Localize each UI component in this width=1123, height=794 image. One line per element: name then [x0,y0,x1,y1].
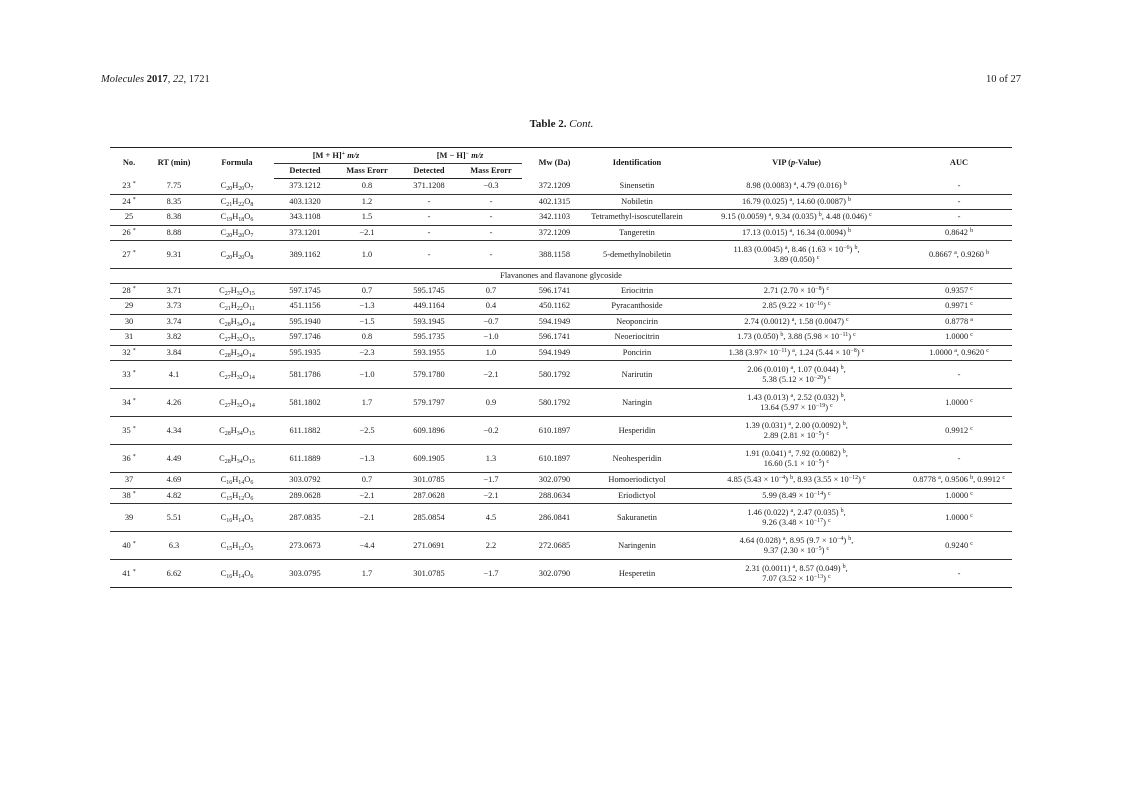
cell-neg-mass-error: - [460,225,522,241]
cell-mw: 580.1792 [522,361,587,389]
cell-rt: 3.71 [148,283,200,299]
cell-identification: Homoeriodictyol [587,473,687,489]
cell-pos-detected: 343.1108 [274,210,336,226]
cell-mw: 372.1209 [522,179,587,195]
cell-pos-mass-error: 1.5 [336,210,398,226]
cell-formula: $C_{20}H_{20}O_7$ [200,179,274,195]
table-row [110,389,1012,417]
cell-vip: 1.38 $(3.97\times 10^{-11})$ $^a$, 1.24 $(5.44 \times 10^{-8})$ $^c$ [687,345,906,361]
cell-mw: 272.0685 [522,532,587,560]
table-label: Table 2. [529,118,567,130]
cell-no: 24 * [110,194,148,210]
cell-neg-mass-error: 0.9 [460,389,522,417]
cell-auc: 0.9912 $^c$ [906,417,1012,445]
cell-neg-mass-error: 0.7 [460,283,522,299]
cell-rt: 5.51 [148,504,200,532]
cell-auc: 1.0000 $^c$ [906,488,1012,504]
col-mw: Mw (Da) [522,148,587,179]
journal-volume: 22 [173,74,184,85]
table-row [110,345,1012,361]
cell-rt: 3.82 [148,330,200,346]
cell-no: 37 [110,473,148,489]
cell-pos-detected: 273.0673 [274,532,336,560]
cell-rt: 4.34 [148,417,200,445]
cell-neg-detected: - [398,241,460,269]
table-row [110,445,1012,473]
cell-vip: 4.85 $(5.43 \times 10^{-4})$ $^b$, 8.93 $(3.55 \times 10^{-12})$ $^c$ [687,473,906,489]
cell-formula: $C_{28}H_{34}O_{15}$ [200,445,274,473]
cell-neg-detected: 449.1164 [398,299,460,315]
cell-no: 23 * [110,179,148,195]
cell-rt: 6.3 [148,532,200,560]
cell-identification: Narirutin [587,361,687,389]
cell-rt: 4.1 [148,361,200,389]
cell-pos-detected: 389.1162 [274,241,336,269]
cell-neg-detected: 371.1208 [398,179,460,195]
cell-formula: $C_{19}H_{18}O_6$ [200,210,274,226]
cell-mw: 450.1162 [522,299,587,315]
cell-pos-detected: 595.1940 [274,314,336,330]
cell-neg-detected: 579.1797 [398,389,460,417]
cell-pos-detected: 581.1802 [274,389,336,417]
group-row [110,269,1012,284]
cell-rt: 4.69 [148,473,200,489]
cell-identification: Naringenin [587,532,687,560]
cell-auc: 1.0000 $^c$ [906,504,1012,532]
cell-neg-mass-error: −0.7 [460,314,522,330]
cell-formula: $C_{15}H_{12}O_5$ [200,532,274,560]
cell-formula: $C_{28}H_{34}O_{14}$ [200,345,274,361]
cell-formula: $C_{21}H_{22}O_8$ [200,194,274,210]
table-row [110,330,1012,346]
cell-auc: - [906,361,1012,389]
col-pos-group: [M + H]+ m/z [274,148,398,164]
cell-pos-mass-error: 1.2 [336,194,398,210]
table-row [110,179,1012,195]
cell-neg-detected: 301.0785 [398,473,460,489]
table-row [110,210,1012,226]
cell-vip: 5.99 $(8.49 \times 10^{-14})$ $^c$ [687,488,906,504]
cell-vip: 1.46 (0.022) $^a$, 2.47 (0.035) $^b$, 9.26 $(3.48 \times 10^{-17})$ $^c$ [687,504,906,532]
cell-auc: - [906,560,1012,588]
cell-mw: 594.1949 [522,345,587,361]
cell-neg-mass-error: 4.5 [460,504,522,532]
cell-neg-detected: 301.0785 [398,560,460,588]
cell-pos-detected: 611.1889 [274,445,336,473]
cell-pos-mass-error: −2.3 [336,345,398,361]
cell-auc: 0.9357 $^c$ [906,283,1012,299]
cell-neg-mass-error: - [460,210,522,226]
cell-auc: 0.8778 $^a$ [906,314,1012,330]
cell-no: 27 * [110,241,148,269]
cell-neg-detected: 285.0854 [398,504,460,532]
col-pos-detected: Detected [274,164,336,179]
cell-identification: Nobiletin [587,194,687,210]
cell-neg-detected: - [398,225,460,241]
cell-formula: $C_{27}H_{32}O_{15}$ [200,330,274,346]
cell-vip: 2.06 (0.010) $^a$, 1.07 (0.044) $^b$, 5.38 $(5.12 \times 10^{-20})$ $^c$ [687,361,906,389]
cell-neg-detected: 287.0628 [398,488,460,504]
cell-pos-detected: 373.1212 [274,179,336,195]
col-no: No. [110,148,148,179]
cell-no: 25 [110,210,148,226]
cell-neg-mass-error: −2.1 [460,488,522,504]
cell-no: 28 * [110,283,148,299]
cell-auc: 0.8642 $^b$ [906,225,1012,241]
cell-mw: 402.1315 [522,194,587,210]
cell-pos-mass-error: 1.7 [336,389,398,417]
cell-neg-mass-error: 1.3 [460,445,522,473]
cell-no: 39 [110,504,148,532]
cell-auc: - [906,210,1012,226]
cell-rt: 7.75 [148,179,200,195]
cell-neg-mass-error: −0.2 [460,417,522,445]
cell-formula: $C_{20}H_{20}O_7$ [200,225,274,241]
cell-pos-detected: 373.1201 [274,225,336,241]
cell-pos-mass-error: −2.5 [336,417,398,445]
cell-pos-detected: 597.1746 [274,330,336,346]
cell-pos-mass-error: 0.7 [336,283,398,299]
cell-no: 40 * [110,532,148,560]
cell-mw: 610.1897 [522,445,587,473]
cell-neg-detected: 595.1745 [398,283,460,299]
cell-identification: Neoponcirin [587,314,687,330]
cell-formula: $C_{16}H_{14}O_5$ [200,504,274,532]
cell-pos-mass-error: 1.0 [336,241,398,269]
cell-formula: $C_{28}H_{34}O_{14}$ [200,314,274,330]
page-number: 10 of 27 [986,74,1021,85]
cell-neg-mass-error: −2.1 [460,361,522,389]
cell-rt: 3.74 [148,314,200,330]
cell-vip: 2.74 (0.0012) $^a$, 1.58 (0.0047) $^c$ [687,314,906,330]
compound-table [110,147,1012,588]
cell-mw: 372.1209 [522,225,587,241]
col-neg-detected: Detected [398,164,460,179]
cell-formula: $C_{28}H_{34}O_{15}$ [200,417,274,445]
cell-rt: 6.62 [148,560,200,588]
cell-auc: 1.0000 $^c$ [906,389,1012,417]
cell-identification: Tangeretin [587,225,687,241]
cell-pos-mass-error: −1.0 [336,361,398,389]
cell-formula: $C_{27}H_{32}O_{15}$ [200,283,274,299]
cell-no: 38 * [110,488,148,504]
cell-mw: 302.0790 [522,560,587,588]
cell-vip: 2.31 (0.0011) $^a$, 8.57 (0.049) $^b$, 7.07 $(3.52 \times 10^{-13})$ $^c$ [687,560,906,588]
cell-identification: Sinensetin [587,179,687,195]
table-row [110,314,1012,330]
cell-pos-detected: 303.0795 [274,560,336,588]
cell-vip: 11.83 (0.0045) $^a$, 8.46 $(1.63 \times 10^{-6})$ $^b$, 3.89 (0.050) $^c$ [687,241,906,269]
cell-no: 29 [110,299,148,315]
cell-auc: 1.0000 $^c$ [906,330,1012,346]
cell-mw: 596.1741 [522,283,587,299]
cell-auc: 1.0000 $^a$, 0.9620 $^c$ [906,345,1012,361]
table-row [110,361,1012,389]
cell-no: 34 * [110,389,148,417]
cell-auc: 0.9240 $^c$ [906,532,1012,560]
col-vip: VIP (p-Value) [687,148,906,179]
cell-pos-mass-error: −2.1 [336,504,398,532]
cell-formula: $C_{16}H_{14}O_6$ [200,560,274,588]
table-row [110,488,1012,504]
cell-identification: Eriodictyol [587,488,687,504]
cell-pos-detected: 303.0792 [274,473,336,489]
cell-pos-mass-error: 0.8 [336,330,398,346]
table-row [110,473,1012,489]
journal-name: Molecules [101,74,145,85]
cell-identification: Hesperidin [587,417,687,445]
cell-identification: Eriocitrin [587,283,687,299]
cell-pos-detected: 287.0835 [274,504,336,532]
cell-auc: - [906,445,1012,473]
cell-rt: 4.26 [148,389,200,417]
cell-mw: 610.1897 [522,417,587,445]
cell-neg-detected: 593.1945 [398,314,460,330]
cell-pos-mass-error: 0.8 [336,179,398,195]
cell-no: 32 * [110,345,148,361]
cell-mw: 596.1741 [522,330,587,346]
cell-pos-detected: 289.0628 [274,488,336,504]
cell-neg-mass-error: −1.7 [460,560,522,588]
cell-neg-detected: 609.1905 [398,445,460,473]
cell-rt: 4.82 [148,488,200,504]
cell-no: 36 * [110,445,148,473]
cell-pos-detected: 403.1320 [274,194,336,210]
cell-neg-mass-error: −1.0 [460,330,522,346]
table-row [110,299,1012,315]
col-neg-mass-error: Mass Erorr [460,164,522,179]
cell-neg-detected: - [398,194,460,210]
cell-neg-mass-error: −1.7 [460,473,522,489]
group-label: Flavanones and flavanone glycoside [110,269,1012,284]
cell-mw: 594.1949 [522,314,587,330]
cell-no: 30 [110,314,148,330]
table-row [110,532,1012,560]
cell-mw: 302.0790 [522,473,587,489]
cell-formula: $C_{21}H_{22}O_{11}$ [200,299,274,315]
cell-no: 35 * [110,417,148,445]
cell-pos-mass-error: −4.4 [336,532,398,560]
cell-neg-mass-error: 1.0 [460,345,522,361]
cell-neg-mass-error: 0.4 [460,299,522,315]
cell-vip: 1.91 (0.041) $^a$, 7.92 (0.0082) $^b$, 16.60 $(5.1 \times 10^{-5})$ $^c$ [687,445,906,473]
cell-vip: 9.15 (0.0059) $^a$, 9.34 (0.035) $^b$, 4.48 (0.046) $^c$ [687,210,906,226]
cell-pos-mass-error: 0.7 [336,473,398,489]
cell-pos-detected: 581.1786 [274,361,336,389]
cell-neg-mass-error: 2.2 [460,532,522,560]
cell-vip: 1.73 (0.050) $^b$, 3.88 $(5.98 \times 10^{-11})$ $^c$ [687,330,906,346]
cell-auc: 0.8778 $^a$, 0.9506 $^b$, 0.9912 $^c$ [906,473,1012,489]
cell-pos-mass-error: −2.1 [336,225,398,241]
cell-neg-detected: 579.1780 [398,361,460,389]
cell-identification: Pyracanthoside [587,299,687,315]
cell-mw: 286.0841 [522,504,587,532]
cell-pos-mass-error: −1.3 [336,445,398,473]
cell-formula: $C_{27}H_{32}O_{14}$ [200,389,274,417]
cell-mw: 388.1158 [522,241,587,269]
table-row [110,560,1012,588]
col-auc: AUC [906,148,1012,179]
table-row [110,417,1012,445]
cell-rt: 3.84 [148,345,200,361]
cell-vip: 17.13 (0.015) $^a$, 16.34 (0.0094) $^b$ [687,225,906,241]
table-cont: Cont. [569,118,594,130]
col-rt: RT (min) [148,148,200,179]
cell-neg-mass-error: - [460,241,522,269]
cell-auc: - [906,194,1012,210]
cell-pos-mass-error: 1.7 [336,560,398,588]
cell-pos-mass-error: −2.1 [336,488,398,504]
cell-no: 33 * [110,361,148,389]
cell-identification: Neoeriocitrin [587,330,687,346]
cell-neg-detected: 593.1955 [398,345,460,361]
cell-pos-detected: 597.1745 [274,283,336,299]
cell-identification: Tetramethyl-isoscutellarein [587,210,687,226]
table-caption [0,118,1123,130]
cell-rt: 3.73 [148,299,200,315]
cell-auc: - [906,179,1012,195]
table-row [110,225,1012,241]
cell-neg-detected: 271.0691 [398,532,460,560]
cell-identification: Sakuranetin [587,504,687,532]
cell-mw: 580.1792 [522,389,587,417]
journal-page: 1721 [188,74,210,85]
cell-neg-mass-error: −0.3 [460,179,522,195]
cell-rt: 8.38 [148,210,200,226]
cell-rt: 9.31 [148,241,200,269]
cell-auc: 0.9971 $^c$ [906,299,1012,315]
cell-formula: $C_{15}H_{12}O_6$ [200,488,274,504]
cell-no: 31 [110,330,148,346]
table-row [110,194,1012,210]
cell-vip: 8.98 (0.0083) $^a$, 4.79 (0.016) $^b$ [687,179,906,195]
col-formula: Formula [200,148,274,179]
cell-vip: 1.43 (0.013) $^a$, 2.52 (0.032) $^b$, 13.64 $(5.97 \times 10^{-19})$ $^c$ [687,389,906,417]
cell-identification: Hesperetin [587,560,687,588]
cell-identification: Poncirin [587,345,687,361]
cell-pos-mass-error: −1.3 [336,299,398,315]
col-pos-mass-error: Mass Erorr [336,164,398,179]
cell-pos-mass-error: −1.5 [336,314,398,330]
cell-neg-detected: 595.1735 [398,330,460,346]
cell-pos-detected: 451.1156 [274,299,336,315]
table-body [110,179,1012,588]
cell-identification: Neohesperidin [587,445,687,473]
cell-rt: 8.88 [148,225,200,241]
cell-rt: 8.35 [148,194,200,210]
cell-no: 26 * [110,225,148,241]
table-row [110,283,1012,299]
table-row [110,504,1012,532]
col-neg-group: [M − H]− m/z [398,148,522,164]
cell-vip: 2.71 $(2.70 \times 10^{-8})$ $^c$ [687,283,906,299]
cell-formula: $C_{16}H_{14}O_6$ [200,473,274,489]
cell-pos-detected: 595.1935 [274,345,336,361]
cell-pos-detected: 611.1882 [274,417,336,445]
cell-no: 41 * [110,560,148,588]
running-header: Molecules 2017, 22, 1721 [101,74,210,85]
col-identification: Identification [587,148,687,179]
cell-vip: 1.39 (0.031) $^a$, 2.00 (0.0092) $^b$, 2.89 $(2.81 \times 10^{-5})$ $^c$ [687,417,906,445]
cell-auc: 0.8667 $^a$, 0.9260 $^b$ [906,241,1012,269]
journal-year: 2017 [146,74,168,85]
cell-identification: 5-demethylnobiletin [587,241,687,269]
cell-mw: 342.1103 [522,210,587,226]
cell-mw: 288.0634 [522,488,587,504]
table-row [110,241,1012,269]
cell-identification: Naringin [587,389,687,417]
cell-vip: 16.79 (0.025) $^a$, 14.60 (0.0087) $^b$ [687,194,906,210]
cell-neg-mass-error: - [460,194,522,210]
cell-rt: 4.49 [148,445,200,473]
cell-formula: $C_{27}H_{32}O_{14}$ [200,361,274,389]
cell-formula: $C_{20}H_{20}O_8$ [200,241,274,269]
cell-vip: 2.85 $(9.22 \times 10^{-16})$ $^c$ [687,299,906,315]
cell-vip: 4.64 (0.028) $^a$, 8.95 $(9.7 \times 10^{-4})$ $^b$, 9.37 $(2.30 \times 10^{-5})$ $^c$ [687,532,906,560]
cell-neg-detected: 609.1896 [398,417,460,445]
cell-neg-detected: - [398,210,460,226]
